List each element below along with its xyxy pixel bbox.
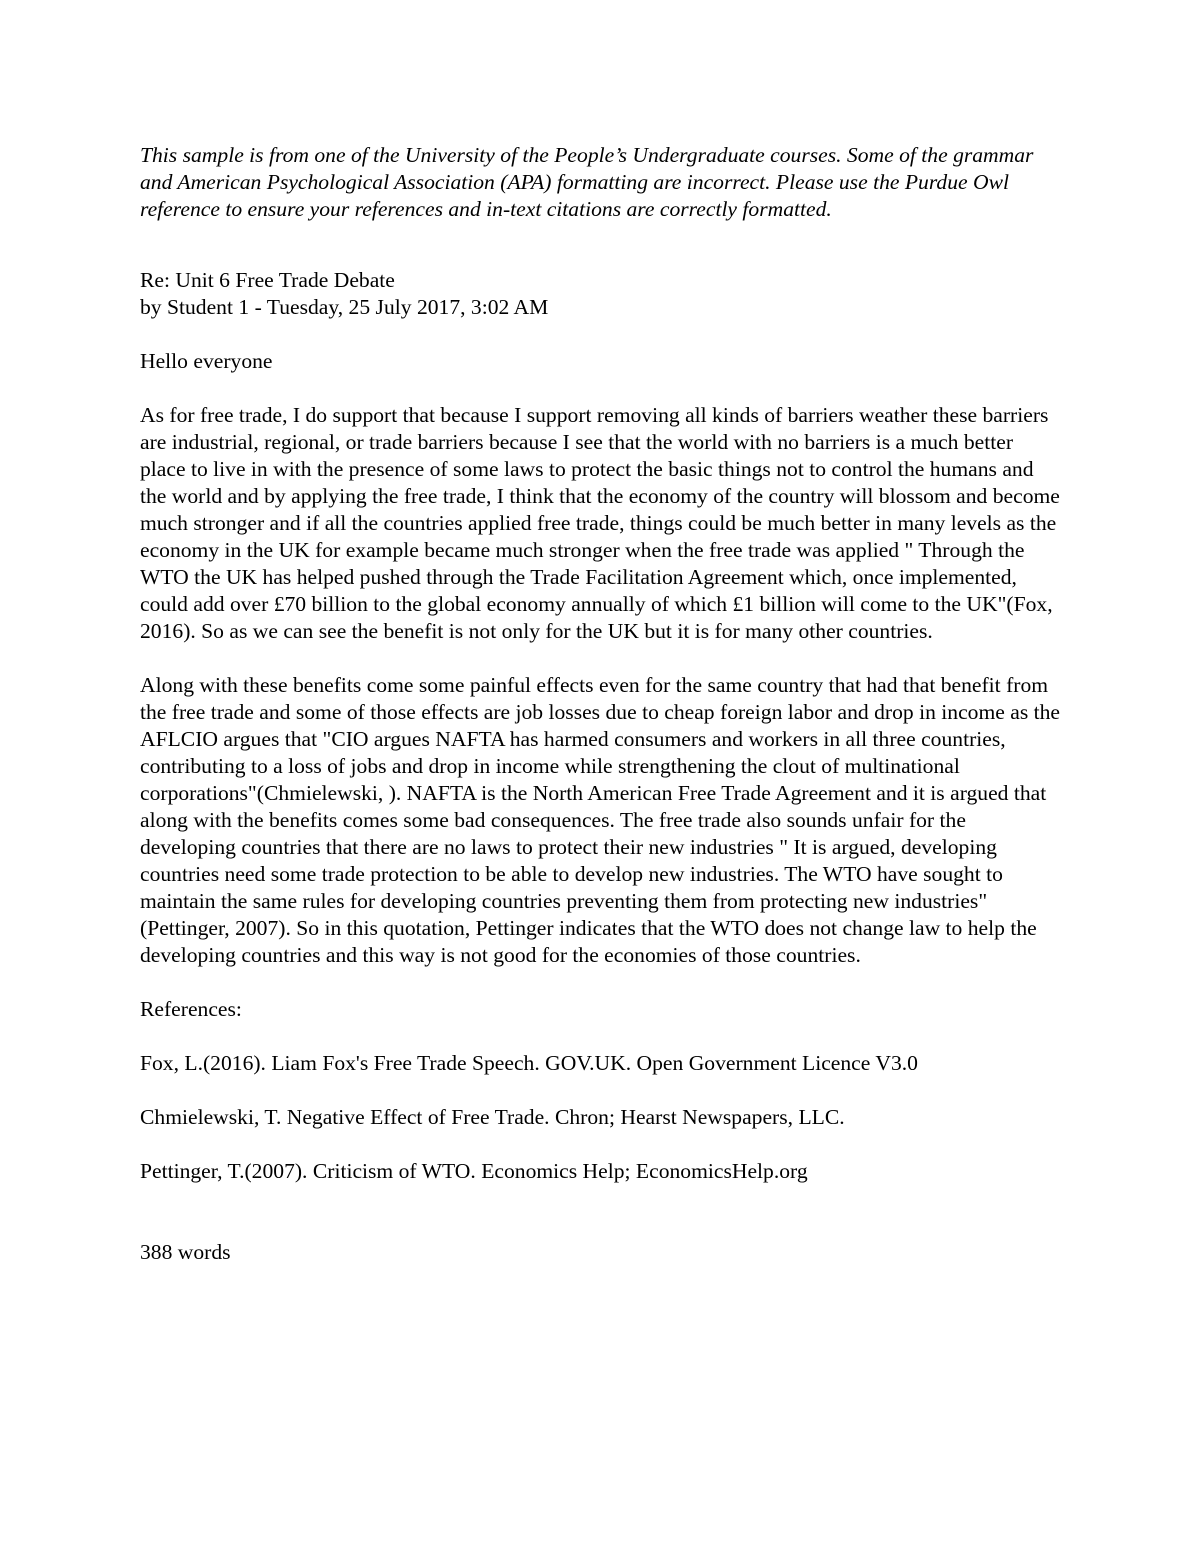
word-count: 388 words xyxy=(140,1240,231,1264)
post-paragraph-1: As for free trade, I do support that because I support removing all kinds of barriers weather these barriers are industrial, regional, or trade barriers because I see that the world with no barriers is a much better place to live in with the presence of some laws to protect the basic things not to control the humans and the world and by applying the free trade, I think that the economy of the country will blossom and become much stronger and if all the countries applied free trade, things could be much better in many levels as the economy in the UK for example became much stronger when the free trade was applied " Through the WTO the UK has helped pushed through the Trade Facilitation Agreement which, once implemented, could add over £70 billion to the global economy annually of which £1 billion will come to the UK"(Fox, 2016). So as we can see the benefit is not only for the UK but it is for many other countries. xyxy=(140,403,1060,643)
reference-item-pettinger: Pettinger, T.(2007). Criticism of WTO. Economics Help; EconomicsHelp.org xyxy=(140,1159,808,1183)
references-section xyxy=(140,996,1060,1185)
reference-item-chmielewski: Chmielewski, T. Negative Effect of Free Trade. Chron; Hearst Newspapers, LLC. xyxy=(140,1105,845,1129)
post-header xyxy=(140,267,1060,321)
reference-item-fox: Fox, L.(2016). Liam Fox's Free Trade Speech. GOV.UK. Open Government Licence V3.0 xyxy=(140,1051,918,1075)
post-greeting: Hello everyone xyxy=(140,349,273,373)
references-heading: References: xyxy=(140,997,242,1021)
disclaimer-note: This sample is from one of the University of the People’s Undergraduate courses. Some of the grammar and American Psychological Association (APA) formatting are incorrect. Please use the Purdue Owl reference to ensure your references and in-text citations are correctly formatted. xyxy=(140,143,1034,221)
post-byline: by Student 1 - Tuesday, 25 July 2017, 3:02 AM xyxy=(140,295,549,319)
post-paragraph-2: Along with these benefits come some painful effects even for the same country that had that benefit from the free trade and some of those effects are job losses due to cheap foreign labor and drop in income as the AFLCIO argues that "CIO argues NAFTA has harmed consumers and workers in all three countries, contributing to a loss of jobs and drop in income while strengthening the clout of multinational corporations"(Chmielewski, ). NAFTA is the North American Free Trade Agreement and it is argued that along with the benefits comes some bad consequences. The free trade also sounds unfair for the developing countries that there are no laws to protect their new industries " It is argued, developing countries need some trade protection to be able to develop new industries. The WTO have sought to maintain the same rules for developing countries preventing them from protecting new industries"(Pettinger, 2007). So in this quotation, Pettinger indicates that the WTO does not change law to help the developing countries and this way is not good for the economies of those countries. xyxy=(140,673,1061,967)
post-subject: Re: Unit 6 Free Trade Debate xyxy=(140,268,395,292)
document-page xyxy=(140,142,1060,1266)
